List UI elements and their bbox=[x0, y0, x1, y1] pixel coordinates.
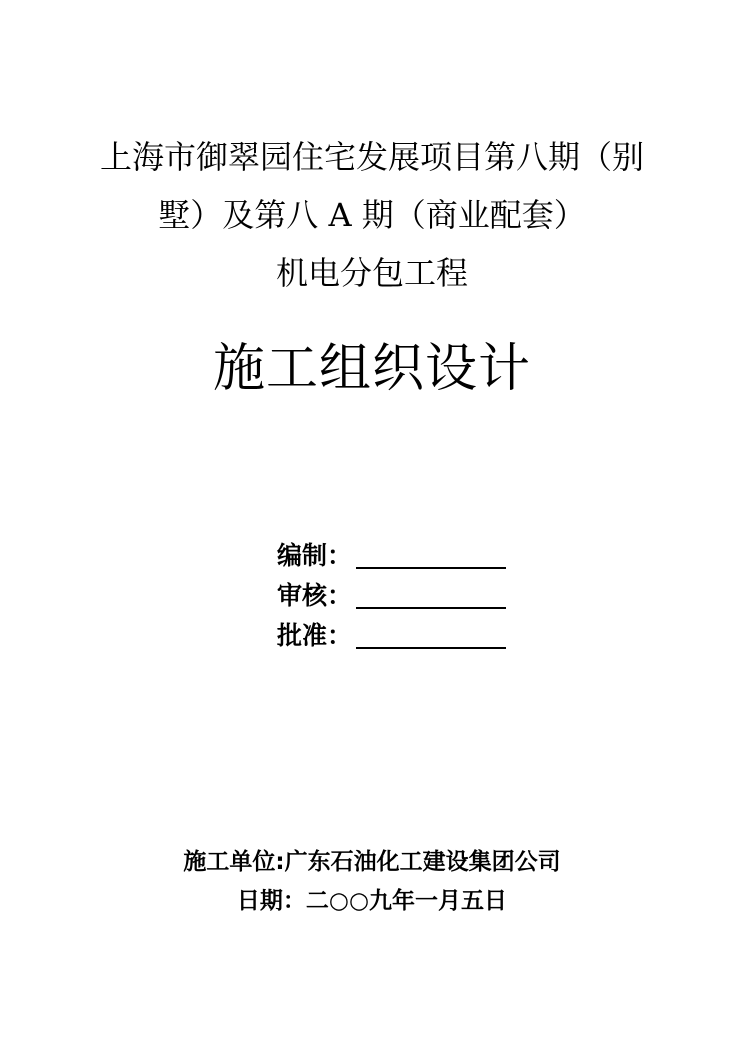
project-title-line-1: 上海市御翠园住宅发展项目第八期（别 bbox=[99, 138, 644, 176]
signature-underline-approver bbox=[356, 622, 506, 649]
signature-block bbox=[277, 540, 506, 660]
signature-label-approver: 批准： bbox=[277, 621, 353, 650]
signature-row-reviewer bbox=[277, 580, 506, 610]
project-title bbox=[0, 128, 744, 302]
date-line: 日期：二○○九年一月五日 bbox=[236, 888, 508, 914]
project-title-line-3: 机电分包工程 bbox=[275, 254, 468, 292]
signature-label-compiler: 编制： bbox=[277, 541, 353, 570]
project-title-line-2: 墅）及第八 A 期（商业配套） bbox=[158, 196, 586, 234]
signature-row-approver bbox=[277, 620, 506, 650]
signature-underline-compiler bbox=[356, 542, 506, 569]
footer-block bbox=[0, 849, 744, 915]
construction-company-line: 施工单位:广东石油化工建设集团公司 bbox=[183, 849, 561, 875]
signature-row-compiler bbox=[277, 540, 506, 570]
signature-underline-reviewer bbox=[356, 582, 506, 609]
main-title: 施工组织设计 bbox=[212, 339, 531, 399]
signature-label-reviewer: 审核： bbox=[277, 581, 353, 610]
